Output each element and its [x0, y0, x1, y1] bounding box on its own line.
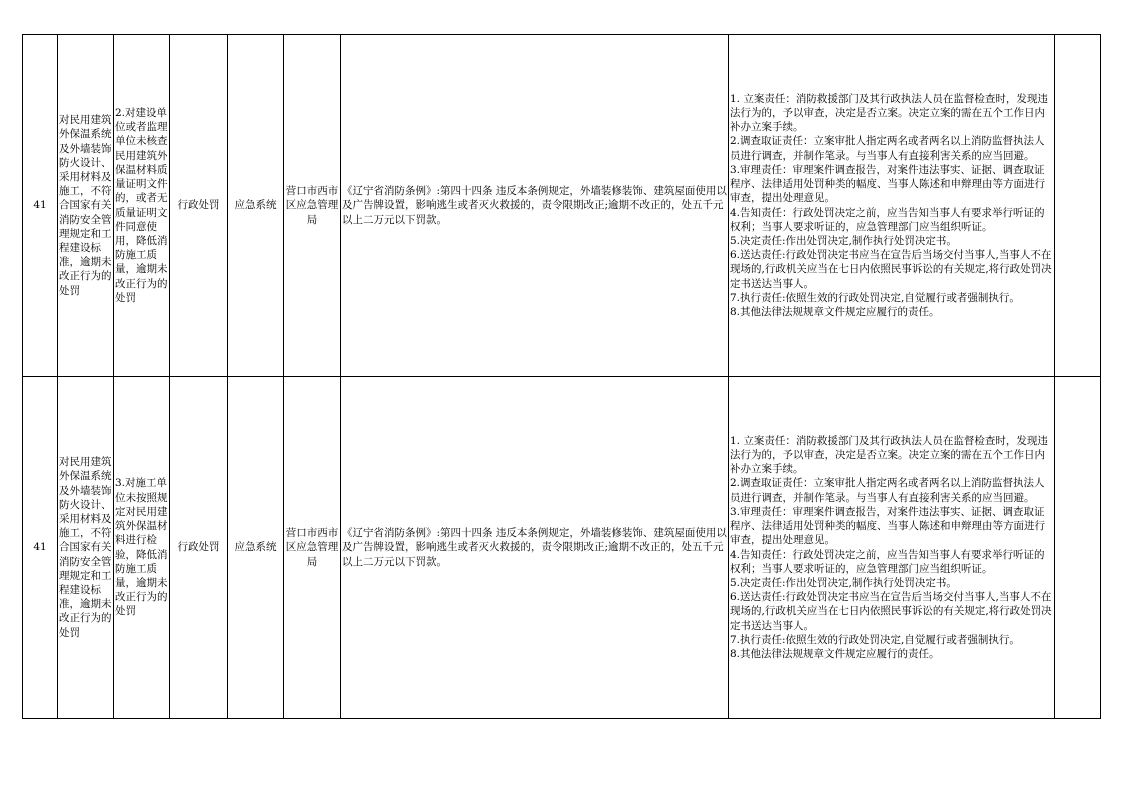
responsibility-item: 1. 立案责任：消防救援部门及其行政执法人员在监督检查时，发现违法行为的，予以审查，决定是否立案。决定立案的需在五个工作日内补办立案手续。 — [730, 434, 1048, 476]
responsibility-item: 3.审理责任：审理案件调查报告，对案件违法事实、证据、调查取证程序、法律适用处罚种类的幅度、当事人陈述和申辩理由等方面进行审查，提出处理意见。 — [730, 163, 1045, 205]
responsibility-item: 5.决定责任:作出处罚决定,制作执行处罚决定书。 — [730, 234, 957, 247]
system-name: 应急系统 — [228, 35, 284, 377]
responsibility-item: 4.告知责任：行政处罚决定之前，应当告知当事人有要求举行听证的权利；当事人要求听证的，应急管理部门应当组织听证。 — [730, 548, 1045, 575]
legal-basis: 《辽宁省消防条例》:第四十四条 违反本条例规定，外墙装修装饰、建筑屋面使用以及广告牌设置，影响逃生或者灭火救援的，责令限期改正;逾期不改正的，处五千元以上二万元以下罚款。 — [341, 377, 729, 719]
remark — [1055, 35, 1101, 377]
sub-item: 3.对施工单位未按照规定对民用建筑外保温材料进行检验，降低消防施工质量，逾期未改正行为的处罚 — [114, 377, 170, 719]
department: 营口市西市区应急管理局 — [284, 35, 341, 377]
responsibility-item: 8.其他法律法规规章文件规定应履行的责任。 — [730, 305, 940, 318]
power-category: 行政处罚 — [170, 377, 228, 719]
item-name: 对民用建筑外保温系统及外墙装饰防火设计、采用材料及施工，不符合国家有关消防安全管理规定和工程建设标准，逾期未改正行为的处罚 — [58, 377, 114, 719]
system-name: 应急系统 — [228, 377, 284, 719]
item-name: 对民用建筑外保温系统及外墙装饰防火设计、采用材料及施工，不符合国家有关消防安全管理规定和工程建设标准，逾期未改正行为的处罚 — [58, 35, 114, 377]
responsibility-item: 2.调查取证责任：立案审批人指定两名或者两名以上消防监督执法人员进行调查，并制作笔录。与当事人有直接利害关系的应当回避。 — [730, 477, 1045, 504]
responsibility-item: 7.执行责任:依照生效的行政处罚决定,自觉履行或者强制执行。 — [730, 633, 1020, 646]
table-row — [23, 35, 1101, 377]
responsibility-item: 2.调查取证责任：立案审批人指定两名或者两名以上消防监督执法人员进行调查，并制作笔录。与当事人有直接利害关系的应当回避。 — [730, 135, 1045, 162]
department: 营口市西市区应急管理局 — [284, 377, 341, 719]
table-row — [23, 377, 1101, 719]
remark — [1055, 377, 1101, 719]
power-category: 行政处罚 — [170, 35, 228, 377]
responsibility-item: 4.告知责任：行政处罚决定之前，应当告知当事人有要求举行听证的权利；当事人要求听证的，应急管理部门应当组织听证。 — [730, 206, 1045, 233]
responsibility-item: 8.其他法律法规规章文件规定应履行的责任。 — [730, 647, 940, 660]
sub-item: 2.对建设单位或者监理单位未核查民用建筑外保温材料质量证明文件的，或者无质量证明文件同意使用，降低消防施工质量，逾期未改正行为的处罚 — [114, 35, 170, 377]
responsibility-item: 6.送达责任:行政处罚决定书应当在宣告后当场交付当事人,当事人不在现场的,行政机关应当在七日内依照民事诉讼的有关规定,将行政处罚决定书送达当事人。 — [730, 249, 1052, 290]
responsibility-item: 5.决定责任:作出处罚决定,制作执行处罚决定书。 — [730, 576, 957, 589]
responsibility-item: 6.送达责任:行政处罚决定书应当在宣告后当场交付当事人,当事人不在现场的,行政机关应当在七日内依照民事诉讼的有关规定,将行政处罚决定书送达当事人。 — [730, 591, 1052, 632]
responsibilities — [729, 377, 1055, 719]
responsibility-item: 3.审理责任：审理案件调查报告，对案件违法事实、证据、调查取证程序、法律适用处罚种类的幅度、当事人陈述和申辩理由等方面进行审查，提出处理意见。 — [730, 505, 1045, 547]
responsibility-item: 7.执行责任:依照生效的行政处罚决定,自觉履行或者强制执行。 — [730, 291, 1020, 304]
row-number: 41 — [23, 377, 58, 719]
row-number: 41 — [23, 35, 58, 377]
power-list-table — [22, 34, 1101, 719]
responsibility-item: 1. 立案责任：消防救援部门及其行政执法人员在监督检查时，发现违法行为的，予以审查，决定是否立案。决定立案的需在五个工作日内补办立案手续。 — [730, 92, 1048, 134]
legal-basis: 《辽宁省消防条例》:第四十四条 违反本条例规定，外墙装修装饰、建筑屋面使用以及广告牌设置，影响逃生或者灭火救援的，责令限期改正;逾期不改正的，处五千元以上二万元以下罚款。 — [341, 35, 729, 377]
responsibilities — [729, 35, 1055, 377]
